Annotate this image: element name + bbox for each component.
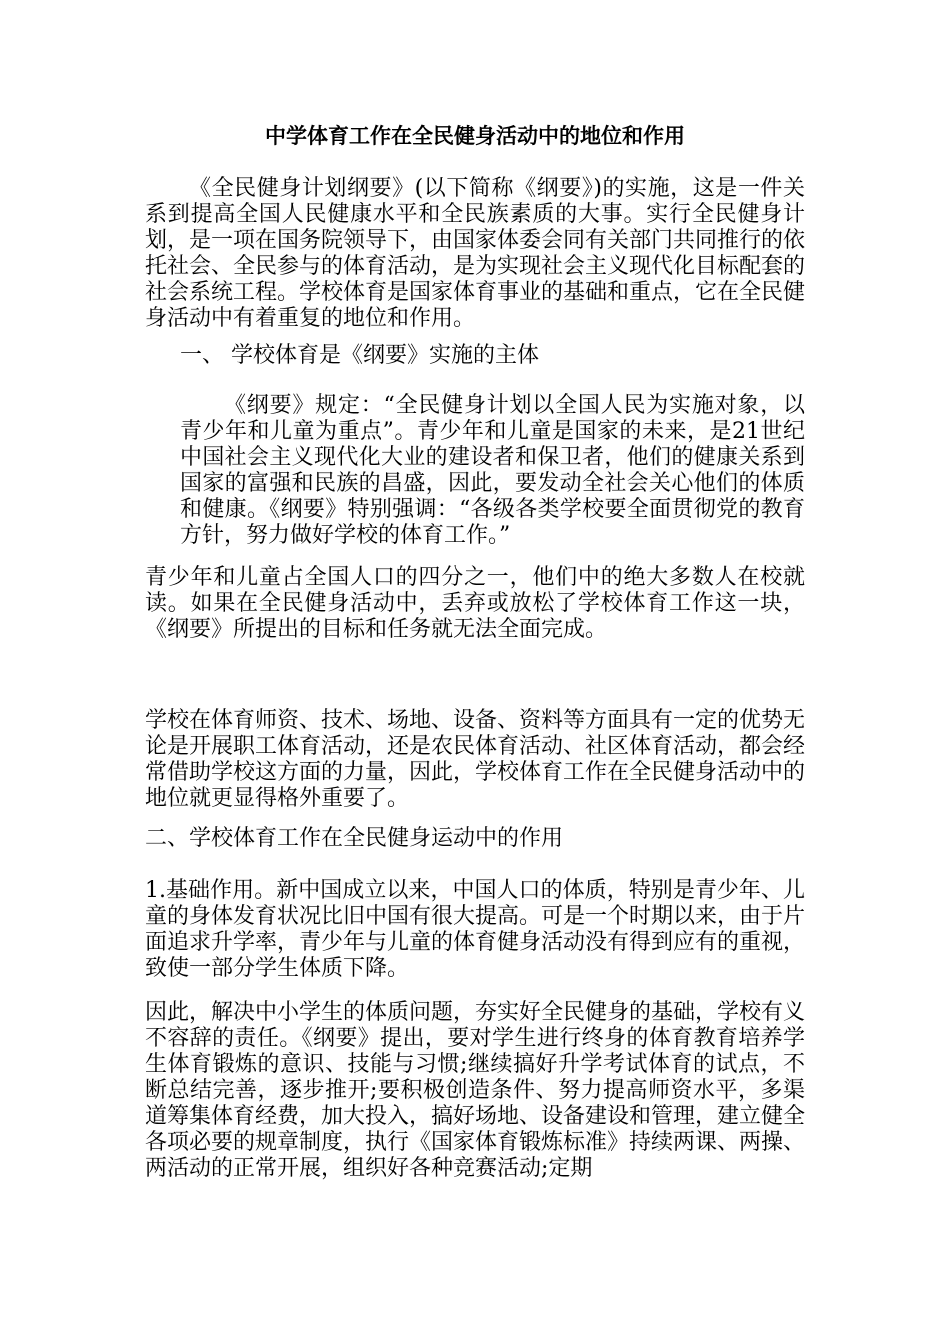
therefore-paragraph: 因此，解决中小学生的体质问题，夯实好全民健身的基础，学校有义不容辞的责任。《纲要》提出，要对学生进行终身的体育教育培养学生体育锻炼的意识、技能与习惯;继续搞好升学考试体育的试点，不断总结完善，逐步推开;要积极创造条件、努力提高师资水平，多渠道筹集体育经费，加大投入，搞好场地、设备建设和管理，建立健全各项必要的规章制度，执行《国家体育锻炼标准》持续两课、两操、两活动的正常开展，组织好各种竞赛活动;定期	[145, 1000, 806, 1181]
advantage-paragraph: 学校在体育师资、技术、场地、设备、资料等方面具有一定的优势无论是开展职工体育活动，还是农民体育活动、社区体育活动，都会经常借助学校这方面的力量，因此，学校体育工作在全民健身活动中的地位就更显得格外重要了。	[145, 708, 806, 811]
population-paragraph: 青少年和儿童占全国人口的四分之一，他们中的绝大多数人在校就读。如果在全民健身活动中，丢弃或放松了学校体育工作这一块，《纲要》所提出的目标和任务就无法全面完成。	[145, 565, 805, 642]
document-title: 中学体育工作在全民健身活动中的地位和作用	[265, 124, 685, 148]
basic-role-paragraph: 1.基础作用。新中国成立以来，中国人口的体质，特别是青少年、儿童的身体发育状况比旧中国有很大提高。可是一个时期以来，由于片面追求升学率，青少年与儿童的体育健身活动没有得到应有的重视，致使一部分学生体质下降。	[145, 878, 806, 981]
quote-paragraph: 《纲要》规定：“全民健身计划以全国人民为实施对象，以青少年和儿童为重点”。青少年和儿童是国家的未来，是21世纪中国社会主义现代化大业的建设者和保卫者，他们的健康关系到国家的富强和民族的昌盛，因此，要发动全社会关心他们的体质和健康。《纲要》特别强调：“各级各类学校要全面贯彻党的教育方针，努力做好学校的体育工作。”	[180, 393, 805, 548]
section-heading-two: 二、学校体育工作在全民健身运动中的作用	[145, 826, 564, 851]
section-heading-one: 一、 学校体育是《纲要》实施的主体	[180, 343, 539, 368]
intro-paragraph: 《全民健身计划纲要》(以下简称《纲要》)的实施，这是一件关系到提高全国人民健康水平和全民族素质的大事。实行全民健身计划，是一项在国务院领导下，由国家体委会同有关部门共同推行的依托社会、全民参与的体育活动，是为实现社会主义现代化目标配套的社会系统工程。学校体育是国家体育事业的基础和重点，它在全民健身活动中有着重复的地位和作用。	[145, 176, 806, 331]
